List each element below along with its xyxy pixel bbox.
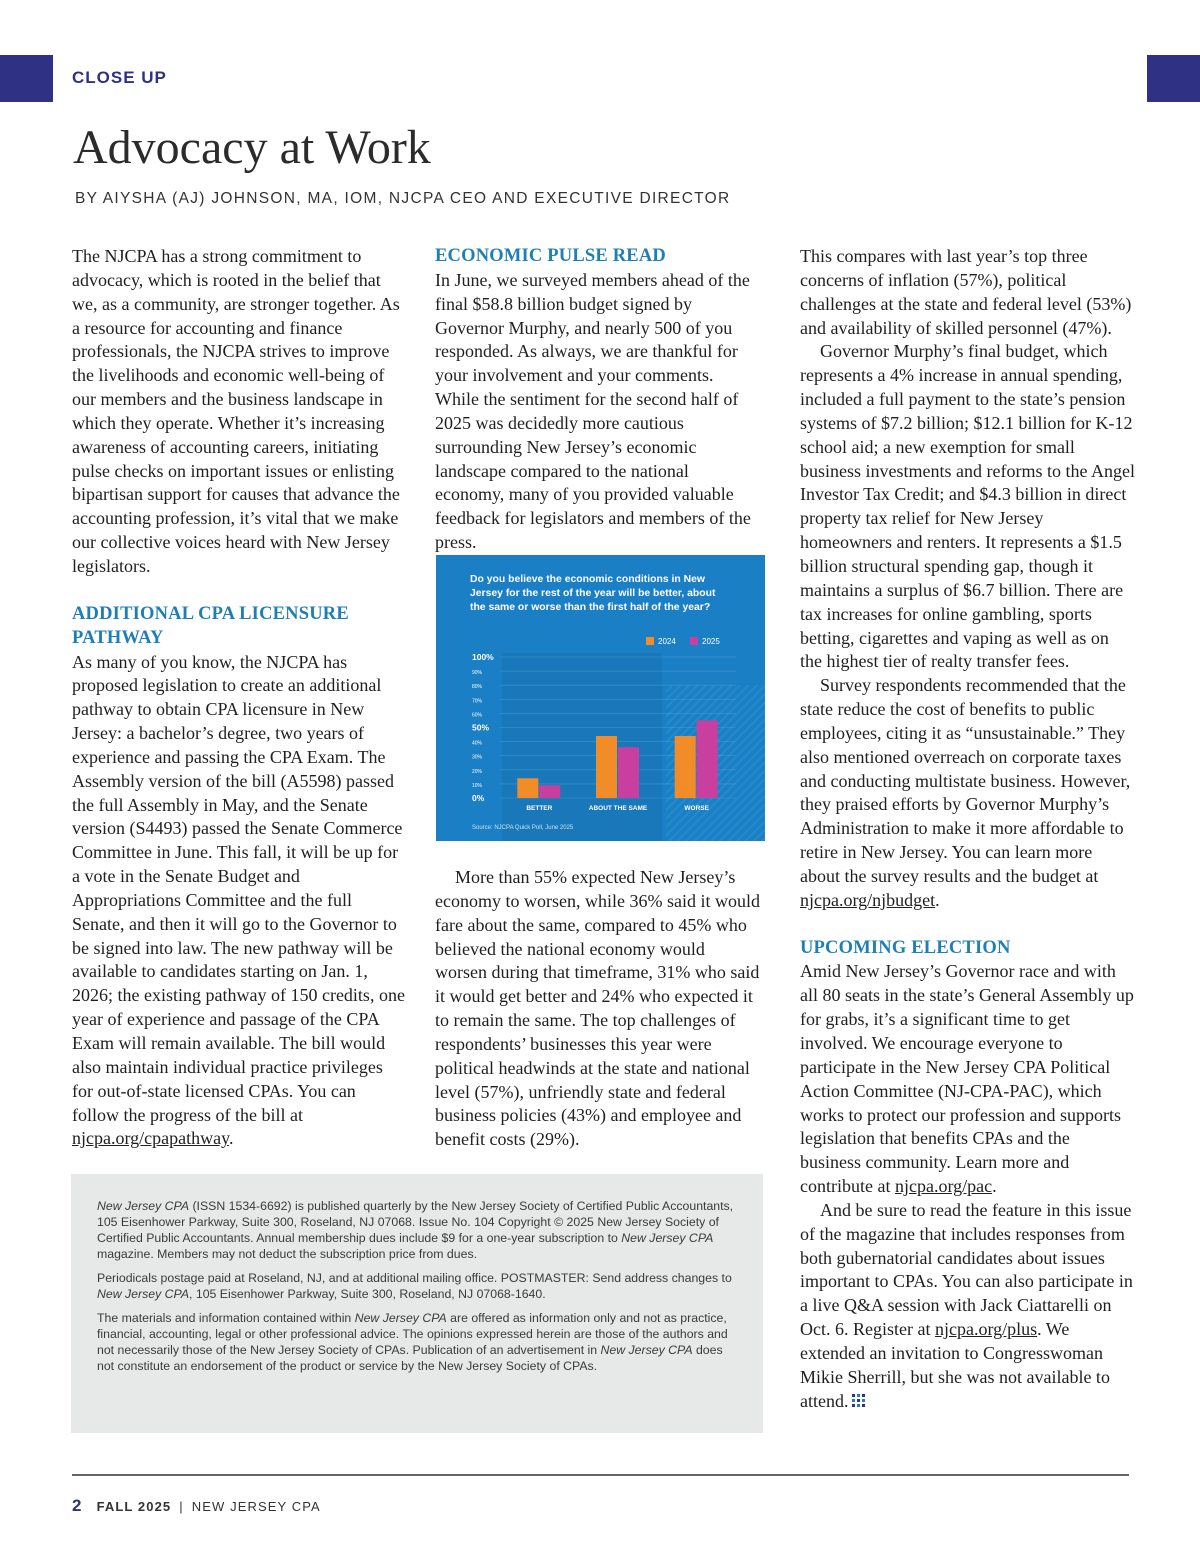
y-tick-label: 60%: [472, 712, 483, 719]
bar-2025-better: [539, 785, 560, 798]
link-pac[interactable]: njcpa.org/pac: [894, 1176, 993, 1197]
x-category-label: ABOUT THE SAME: [588, 805, 648, 812]
chart-title-holder: [470, 573, 730, 633]
pubinfo-paragraph-2: Periodicals postage paid at Roseland, NJ, and at additional mailing office. POSTMASTER: Send address changes to New Jersey CPA, 105 Eisenhower Parkway, Suite 300, Roseland, NJ 07068-1640.: [97, 1271, 732, 1301]
bar-2025-about-the-same: [618, 747, 639, 798]
recommendations-paragraph: Survey respondents recommended that the state reduce the cost of benefits to public employees, citing it as “unsustainable.” They also mentioned overreach on corporate taxes and conducting multistate business. However, they praised efforts by Governor Murphy’s Administration to make it more affordable to retire in New Jersey. You can learn more about the survey results and the budget at njcpa.org/njbudget.: [800, 675, 1131, 910]
y-tick-label: 30%: [472, 754, 483, 761]
x-category-label: WORSE: [684, 805, 709, 812]
column-2-continued: [435, 866, 760, 1152]
bar-2024-better: [517, 778, 538, 798]
election-paragraph: Amid New Jersey’s Governor race and with all 80 seats in the state’s General Assembly up for grabs, it’s a significant time to get involved. We encourage everyone to participate in the New Jersey CPA Political Action Committee (NJ-CPA-PAC), which works to protect our profession and supports legislation that benefits CPAs and the business community. Learn more and contribute at njcpa.org/pac.: [800, 961, 1134, 1197]
publication-name: NEW JERSEY CPA: [191, 1499, 321, 1514]
right-edge-tab: [1147, 55, 1200, 102]
page-number: 2: [72, 1496, 83, 1515]
byline: BY AIYSHA (AJ) JOHNSON, MA, IOM, NJCPA CEO AND EXECUTIVE DIRECTOR: [75, 190, 731, 207]
y-tick-label: 80%: [472, 684, 483, 691]
column-3: [800, 245, 1135, 1414]
footer-separator: |: [179, 1499, 184, 1514]
bar-2024-about-the-same: [596, 736, 617, 798]
legend-2024-swatch: [646, 637, 654, 645]
y-tick-label: 100%: [472, 652, 494, 662]
legend-2024-label: 2024: [658, 637, 676, 646]
chart-title: Do you believe the economic conditions in New Jersey for the rest of the year will be better, about the same or worse than the first half of the year?: [470, 574, 716, 613]
y-tick-label: 10%: [472, 782, 483, 789]
feature-paragraph: And be sure to read the feature in this issue of the magazine that includes responses from both gubernatorial candidates about issues important to CPAs. You can also participate in a live Q&A session with Jack Ciattarelli on Oct. 6. Register at njcpa.org/plus. We extended an invitation to Congresswoman Mikie Sherrill, but she was not available to attend.: [800, 1199, 1133, 1411]
heading-cpa-pathway: ADDITIONAL CPA LICENSURE PATHWAY: [72, 603, 349, 648]
publication-info-box: [71, 1174, 763, 1433]
link-cpapathway[interactable]: njcpa.org/cpapathway: [72, 1128, 229, 1149]
bar-2025-worse: [697, 720, 718, 798]
left-edge-tab: [0, 55, 53, 102]
link-njbudget[interactable]: njcpa.org/njbudget: [800, 889, 936, 910]
chart-source: Source: NJCPA Quick Poll, June 2025: [472, 825, 574, 831]
chart-deco-panel: [502, 653, 662, 841]
budget-paragraph: Governor Murphy’s final budget, which represents a 4% increase in annual spending, included a full payment to the state’s pension systems of $7.2 billion; $12.1 billion for K-12 school aid; a new exemption for small business investments and reforms to the Angel Investor Tax Credit; and $4.3 billion in direct property tax relief for New Jersey homeowners and renters. It represents a $1.5 billion structural spending gap, though it maintains a surplus of $6.7 billion. There are tax increases for online gambling, sports betting, cigarettes and vaping as well as on the highest tier of realty transfer fees.: [800, 341, 1135, 672]
results-paragraph: More than 55% expected New Jersey’s economy to worsen, while 36% said it would fare about the same, compared to 45% who believed the national economy would worsen during that timeframe, 31% who said it would get better and 24% who expected it to remain the same. The top challenges of respondents’ businesses this year were political headwinds at the state and national level (57%), unfriendly state and federal business policies (43%) and employee and benefit costs (29%).: [435, 867, 760, 1150]
pubinfo-paragraph-3: The materials and information contained within New Jersey CPA are offered as information only and not as practice, financial, accounting, legal or other professional advice. The opinions expressed herein are those of the authors and not necessarily those of the New Jersey Society of CPAs. Publication of an advertisement in New Jersey CPA does not constitute an endorsement of the product or service by the New Jersey Society of CPAs.: [97, 1311, 728, 1373]
y-tick-label: 90%: [472, 670, 483, 677]
issue-label: FALL 2025: [96, 1499, 172, 1514]
x-category-label: BETTER: [526, 805, 553, 812]
column-1: [72, 245, 407, 1151]
column-2: [435, 245, 760, 555]
bar-2024-worse: [675, 736, 696, 798]
comparison-paragraph: This compares with last year’s top three concerns of inflation (57%), political challenges at the state and federal level (53%) and availability of skilled personnel (47%).: [800, 246, 1132, 338]
pulse-paragraph: In June, we surveyed members ahead of the final $58.8 billion budget signed by Governor Murphy, and nearly 500 of you responded. As always, we are thankful for your involvement and your comments. While the sentiment for the second half of 2025 was decidedly more cautious surrounding New Jersey’s economic landscape compared to the national economy, many of you provided valuable feedback for legislators and members of the press.: [435, 269, 751, 553]
y-tick-label: 40%: [472, 740, 483, 747]
link-plus[interactable]: njcpa.org/plus: [934, 1319, 1038, 1340]
pubinfo-paragraph-1: New Jersey CPA (ISSN 1534-6692) is published quarterly by the New Jersey Society of Certified Public Accountants, 105 Eisenhower Parkway, Suite 300, Roseland, NJ 07068. Issue No. 104 Copyright © 2025 New Jersey Society of Certified Public Accountants. Annual membership dues include $9 for a one-year subscription to New Jersey CPA magazine. Members may not deduct the subscription price from dues.: [97, 1199, 734, 1261]
pathway-paragraph: As many of you know, the NJCPA has proposed legislation to create an additional pathway to obtain CPA licensure in New Jersey: a bachelor’s degree, two years of experience and passing the CPA Exam. The Assembly version of the bill (A5598) passed the full Assembly in May, and the Senate version (S4493) passed the Senate Commerce Committee in June. This fall, it will be up for a vote in the Senate Budget and Appropriations Committee and the full Senate, and then it will go to the Governor to be signed into law. The new pathway will be available to candidates starting on Jan. 1, 2026; the existing pathway of 150 credits, one year of experience and passage of the CPA Exam will remain available. The bill would also maintain individual practice privileges for out-of-state licensed CPAs. You can follow the progress of the bill at njcpa.org/cpapathway.: [72, 651, 405, 1149]
heading-economic-pulse: ECONOMIC PULSE READ: [435, 246, 666, 266]
y-tick-label: 0%: [472, 793, 485, 803]
heading-upcoming-election: UPCOMING ELECTION: [800, 937, 1011, 958]
survey-chart: [436, 555, 765, 841]
section-label: CLOSE UP: [72, 68, 167, 87]
end-mark-icon: [852, 1394, 866, 1408]
survey-chart-svg: [436, 555, 765, 841]
legend-2025-swatch: [690, 637, 698, 645]
article-title: Advocacy at Work: [73, 121, 431, 174]
y-tick-label: 50%: [472, 722, 490, 733]
intro-paragraph: The NJCPA has a strong commitment to advocacy, which is rooted in the belief that we, as a community, are stronger together. As a resource for accounting and finance professionals, the NJCPA strives to improve the livelihoods and economic well-being of our members and the business landscape in which they operate. Whether it’s increasing awareness of accounting careers, initiating pulse checks on important issues or enlisting bipartisan support for causes that advance the accounting profession, it’s vital that we make our collective voices heard with New Jersey legislators.: [72, 246, 400, 576]
page-footer: [72, 1496, 321, 1516]
y-tick-label: 20%: [472, 768, 483, 775]
y-tick-label: 70%: [472, 698, 483, 705]
legend-2025-label: 2025: [702, 637, 720, 646]
footer-rule: [72, 1474, 1129, 1476]
